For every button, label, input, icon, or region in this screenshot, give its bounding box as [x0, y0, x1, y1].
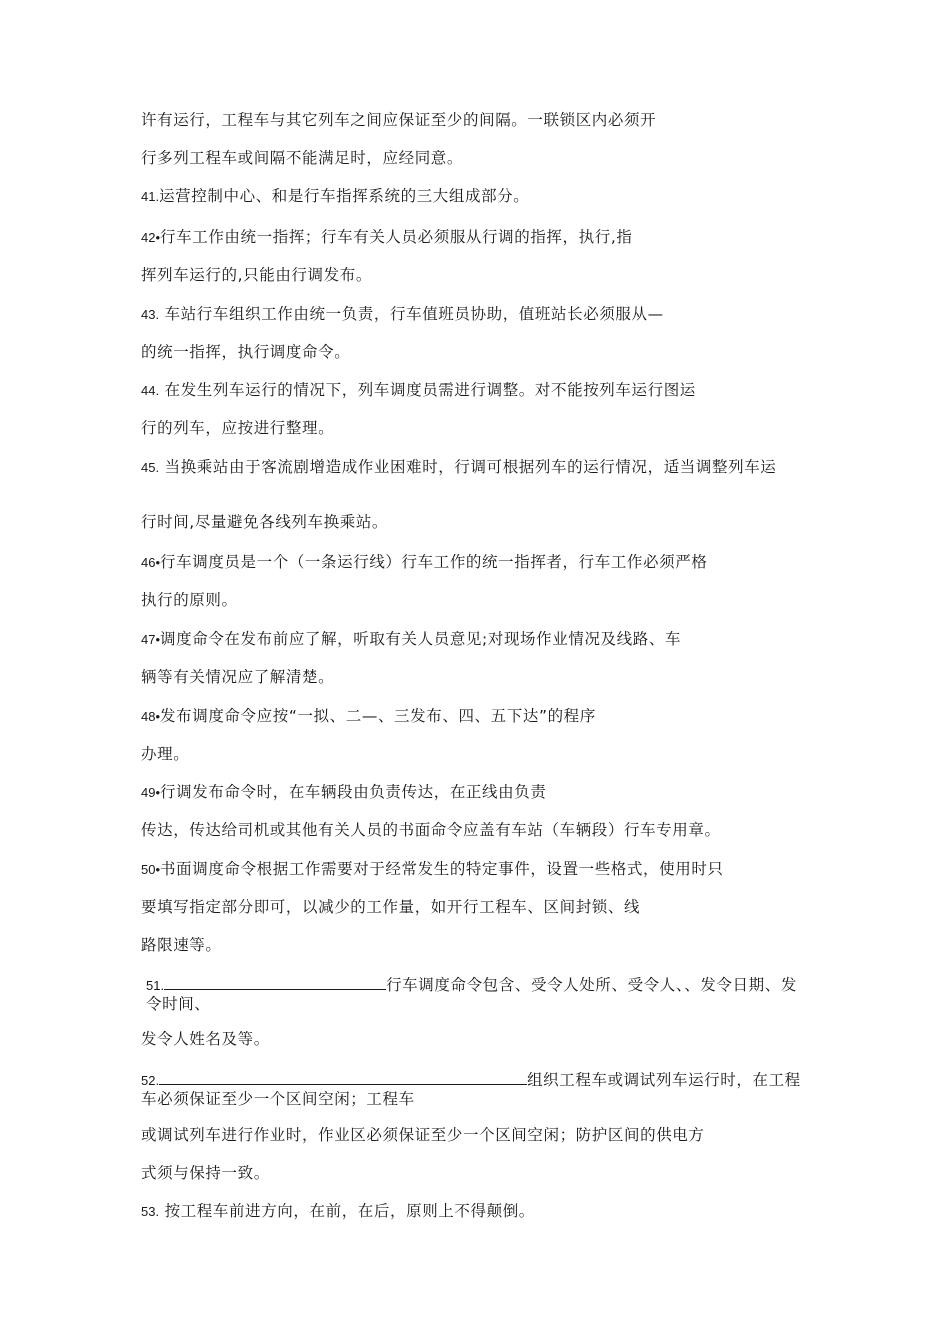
question-text: 书面调度命令根据工作需要对于经常发生的特定事件，设置一些格式，使用时只 [160, 860, 724, 878]
text-line: 行的列车，应按进行整理。 [141, 419, 335, 437]
question-number: 47• [141, 632, 161, 647]
question-text: 行车工作由统一指挥；行车有关人员必须服从行调的指挥，执行,指 [160, 228, 633, 246]
question-text: 行调发布命令时，在车辆段由负责传达，在正线由负责 [160, 783, 547, 801]
question-44 [141, 381, 696, 400]
question-number: 44. [141, 383, 160, 398]
question-number: 43. [141, 307, 160, 322]
text-line: 路限速等。 [141, 936, 222, 954]
question-42 [141, 228, 632, 247]
question-number: 48• [141, 709, 161, 724]
question-49 [141, 783, 546, 802]
question-45 [141, 458, 805, 477]
question-number: 50• [141, 862, 161, 877]
question-number: 45. [141, 460, 160, 475]
question-number: 42• [141, 230, 161, 245]
question-number: 52. [141, 1073, 160, 1088]
question-50 [141, 860, 724, 879]
question-41 [141, 187, 529, 206]
text-line: 发令人姓名及等。 [141, 1030, 270, 1048]
question-text: 运营控制中心、和是行车指挥系统的三大组成部分。 [159, 187, 530, 205]
text-line: 传达，传达给司机或其他有关人员的书面命令应盖有车站（车辆段）行车专用章。 [141, 821, 721, 839]
answer-blank [164, 975, 386, 990]
question-number: 51. [146, 978, 165, 993]
text-line: 或调试列车进行作业时，作业区必须保证至少一个区间空闲；防护区间的供电方 [141, 1126, 705, 1144]
question-number: 49• [141, 785, 161, 800]
question-text: 调度命令在发布前应了解，听取有关人员意见;对现场作业情况及线路、车 [160, 630, 682, 648]
question-text: 发布调度命令应按“一拟、二—、三发布、四、五下达”的程序 [160, 707, 596, 725]
text-line: 挥列车运行的,只能由行调发布。 [141, 266, 372, 284]
question-53 [141, 1202, 535, 1221]
question-text: 车站行车组织工作由统一负责，行车值班员协助，值班站长必须服从— [159, 305, 664, 323]
question-text: 行车调度命令包含、受令人处所、受令人、、发令日期、发令时间、 [146, 976, 797, 1013]
text-line: 的统一指挥，执行调度命令。 [141, 343, 351, 361]
text-line: 执行的原则。 [141, 591, 238, 609]
question-46 [141, 553, 707, 572]
answer-blank [159, 1070, 527, 1085]
question-number: 53. [141, 1204, 160, 1219]
question-text: 按工程车前进方向，在前，在后，原则上不得颠倒。 [159, 1202, 535, 1220]
question-text: 行车调度员是一个（一条运行线）行车工作的统一指挥者，行车工作必须严格 [160, 553, 708, 571]
question-48 [141, 707, 596, 726]
question-52 [141, 1070, 805, 1108]
text-line: 行时间,尽量避免各线列车换乘站。 [141, 513, 389, 531]
question-51 [146, 975, 805, 1013]
text-line: 辆等有关情况应了解清楚。 [141, 668, 335, 686]
text-line: 行多列工程车或间隔不能满足时，应经同意。 [141, 149, 464, 167]
text-line: 要填写指定部分即可，以减少的工作量，如开行工程车、区间封锁、线 [141, 898, 641, 916]
question-number: 46• [141, 555, 161, 570]
question-number: 41. [141, 189, 160, 204]
question-text: 当换乘站由于客流剧增造成作业困难时，行调可根据列车的运行情况，适当调整列车运 [159, 458, 777, 476]
text-line: 办理。 [141, 745, 190, 763]
question-text: 组织工程车或调试列车运行时，在工程车必须保证至少一个区间空闲；工程车 [141, 1071, 801, 1108]
question-47 [141, 630, 681, 649]
text-line: 式须与保持一致。 [141, 1164, 270, 1182]
question-text: 在发生列车运行的情况下，列车调度员需进行调整。对不能按列车运行图运 [159, 381, 696, 399]
question-43 [141, 305, 664, 324]
text-line: 许有运行，工程车与其它列车之间应保证至少的间隔。一联锁区内必须开 [141, 111, 657, 129]
